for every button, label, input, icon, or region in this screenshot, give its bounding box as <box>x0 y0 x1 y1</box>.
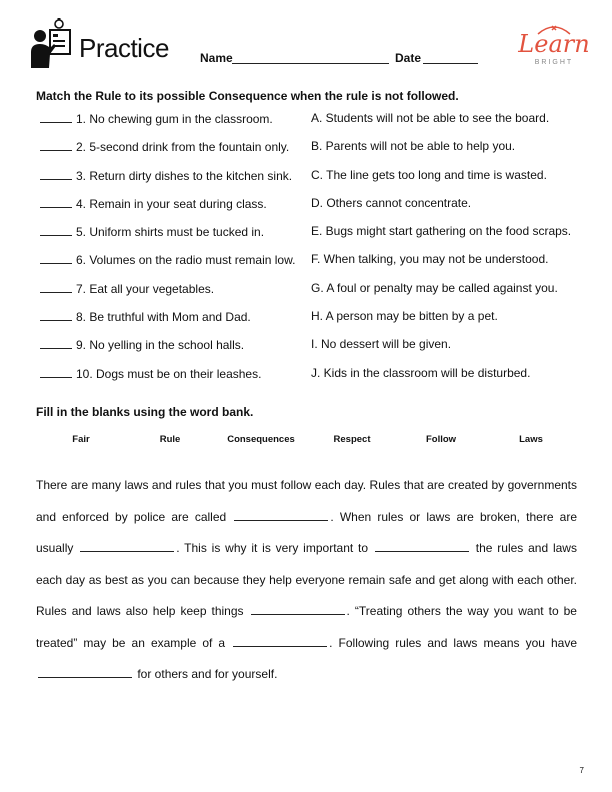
consequence-text: A. Students will not be able to see the board. <box>311 111 550 125</box>
fill-blank[interactable] <box>38 666 132 678</box>
paragraph-text: . When rules or laws are broken, there are usually <box>36 509 577 555</box>
paragraph-text: . Following rules and laws means you have <box>329 635 577 650</box>
rule-text: 5. Uniform shirts must be tucked in. <box>76 225 265 240</box>
rule-text: 9. No yelling in the school halls. <box>76 338 245 353</box>
consequence-text: E. Bugs might start gathering on the food scraps. <box>311 224 572 239</box>
rule-text: 7. Eat all your vegetables. <box>76 281 215 296</box>
paragraph-text: . This is why it is very important to <box>176 541 369 555</box>
consequence-text: F. When talking, you may not be understood. <box>311 252 549 267</box>
rule-text: 1. No chewing gum in the classroom. <box>76 112 273 126</box>
rule-text: 4. Remain in your seat during class. <box>76 196 267 211</box>
rule-text: 6. Volumes on the radio must remain low. <box>76 253 296 268</box>
name-label: Name <box>200 51 233 65</box>
paragraph-text: There are many laws and rules that you must follow each day. Rules that are created by governments and enforced by police are called <box>36 478 577 524</box>
consequence-text: D. Others cannot concentrate. <box>311 195 472 210</box>
answer-blank[interactable] <box>40 252 72 264</box>
rule-text: 2. 5-second drink from the fountain only. <box>76 140 290 155</box>
logo-word: Learn <box>518 30 590 58</box>
word-bank-item: Follow <box>425 434 457 445</box>
page-title: Practice <box>79 33 169 63</box>
fill-blank[interactable] <box>251 603 345 615</box>
name-field[interactable] <box>232 63 389 64</box>
page-number: 7 <box>579 766 584 775</box>
answer-blank[interactable] <box>40 111 72 123</box>
fill-blank[interactable] <box>80 540 174 552</box>
word-bank-item: Respect <box>333 434 371 445</box>
answer-blank[interactable] <box>40 168 72 180</box>
consequence-text: G. A foul or penalty may be called against you. <box>311 280 558 295</box>
fill-in-paragraph <box>36 470 577 691</box>
fill-in-instruction: Fill in the blanks using the word bank. <box>36 405 254 419</box>
teacher-at-board-icon <box>30 18 74 70</box>
learn-bright-logo <box>518 22 590 72</box>
logo-subtext: BRIGHT <box>534 59 574 66</box>
answer-blank[interactable] <box>40 139 72 151</box>
consequence-text: H. A person may be bitten by a pet. <box>311 309 498 324</box>
word-bank-item: Fair <box>72 434 90 445</box>
consequence-text: C. The line gets too long and time is wasted. <box>311 167 547 182</box>
fill-blank[interactable] <box>234 509 328 521</box>
word-bank-item: Rule <box>159 434 181 445</box>
answer-blank[interactable] <box>40 337 72 349</box>
answer-blank[interactable] <box>40 224 72 236</box>
paragraph-text: for others and for yourself. <box>137 667 278 681</box>
fill-blank[interactable] <box>375 540 469 552</box>
date-label: Date <box>395 51 422 65</box>
word-bank-item: Laws <box>519 434 543 445</box>
rule-text: 10. Dogs must be on their leashes. <box>76 366 262 381</box>
fill-blank[interactable] <box>233 635 327 647</box>
consequence-text: J. Kids in the classroom will be disturbed. <box>311 365 531 380</box>
rule-text: 3. Return dirty dishes to the kitchen sink. <box>76 168 293 183</box>
paragraph-text: . “Treating others the way you want to be treated” may be an example of a <box>36 604 577 650</box>
consequence-text: I. No dessert will be given. <box>311 337 452 352</box>
answer-blank[interactable] <box>40 366 72 378</box>
matching-instruction: Match the Rule to its possible Consequence when the rule is not followed. <box>36 89 459 103</box>
paragraph-text: the rules and laws each day as best as you can because they help everyone remain safe and get along with each other. Rules and laws also help keep things <box>36 541 577 618</box>
rule-text: 8. Be truthful with Mom and Dad. <box>76 310 251 325</box>
date-field[interactable] <box>423 63 478 64</box>
answer-blank[interactable] <box>40 196 72 208</box>
answer-blank[interactable] <box>40 309 72 321</box>
word-bank-item: Consequences <box>227 434 295 445</box>
consequence-text: B. Parents will not be able to help you. <box>311 139 516 154</box>
word-bank <box>0 434 612 448</box>
answer-blank[interactable] <box>40 281 72 293</box>
